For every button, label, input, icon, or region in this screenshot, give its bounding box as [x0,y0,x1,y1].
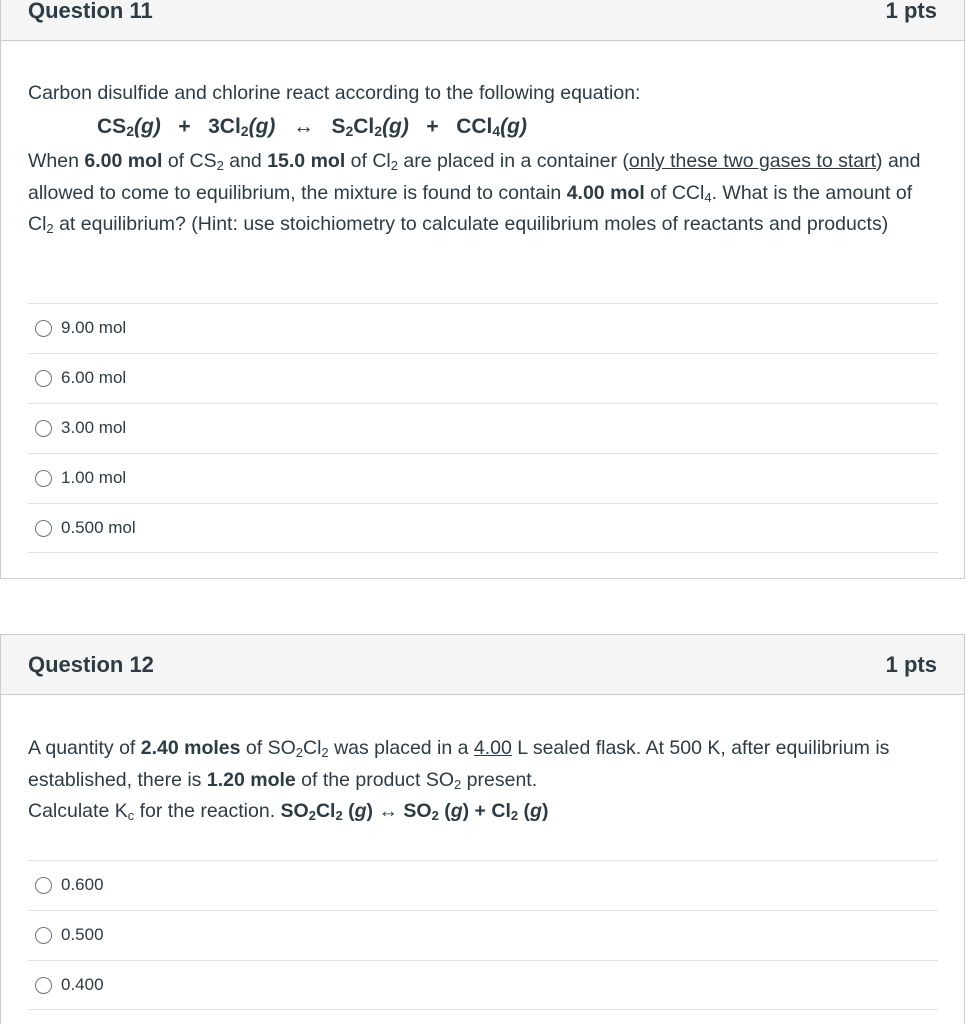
answer-label: 0.500 mol [61,518,136,537]
answer-option[interactable] [28,960,938,1010]
question-title: Question 11 [28,0,153,23]
answer-option[interactable] [28,353,938,403]
radio-button[interactable] [35,420,52,437]
answer-label: 3.00 mol [61,418,127,437]
answer-option[interactable] [28,910,938,960]
radio-button[interactable] [35,877,52,894]
answer-list [28,860,938,1010]
question-header [1,0,964,41]
answer-option[interactable] [28,860,938,910]
answer-label: 0.400 [61,975,104,994]
answer-label: 0.600 [61,875,104,894]
question-points: 1 pts [885,0,937,23]
radio-button[interactable] [35,520,52,537]
question-title: Question 12 [28,652,154,677]
answer-option[interactable] [28,303,938,353]
answer-option[interactable] [28,453,938,503]
question-intro: Carbon disulfide and chlorine react according to the following equation: [28,82,641,104]
answer-label: 1.00 mol [61,468,127,487]
radio-button[interactable] [35,977,52,994]
answer-option[interactable] [28,403,938,453]
reaction-equation: $SO_2Cl_2$ (g) ↔ $SO_2$ $(g) + Cl_2$ (g) [280,800,549,823]
answer-option[interactable] [28,503,938,553]
question-12-card [0,634,965,1024]
radio-button[interactable] [35,320,52,337]
question-body: When 6.00 mol of $CS_2$ and 15.0 mol of $Cl_2$ are placed in a container (only these two gases to start) and allowed to come to equilibrium, the mixture is found to contain 4.00 mol of CCl$_4$. What is the amount of $Cl_2$ at equilibrium? (Hint: use stoichiometry to calculate equilibrium moles of reactants and products) [28,150,921,236]
question-body: A quantity of 2.40 moles of $SO_2Cl_2$ was placed in a 4.00 L sealed flask. At 500 K, after equilibrium is established, there is 1.20 mole of the product $SO_2$ present. Calculate $K_c$ for the reaction. $SO_2Cl_2$ (g) ↔ $SO_2$ $(g) + Cl_2$ (g) [28,737,890,823]
question-header [1,635,964,695]
radio-button[interactable] [35,927,52,944]
radio-button[interactable] [35,470,52,487]
chemical-equation: $CS_2(g)$ + $3Cl_2(g)$ ↔ $S_2Cl_2(g)$ + CCl$_4$(g) [97,115,527,139]
answer-label: 6.00 mol [61,368,127,387]
radio-button[interactable] [35,370,52,387]
answer-label: 9.00 mol [61,318,127,337]
answer-label: 0.500 [61,925,104,944]
question-points: 1 pts [885,652,937,677]
answer-list [28,303,938,553]
